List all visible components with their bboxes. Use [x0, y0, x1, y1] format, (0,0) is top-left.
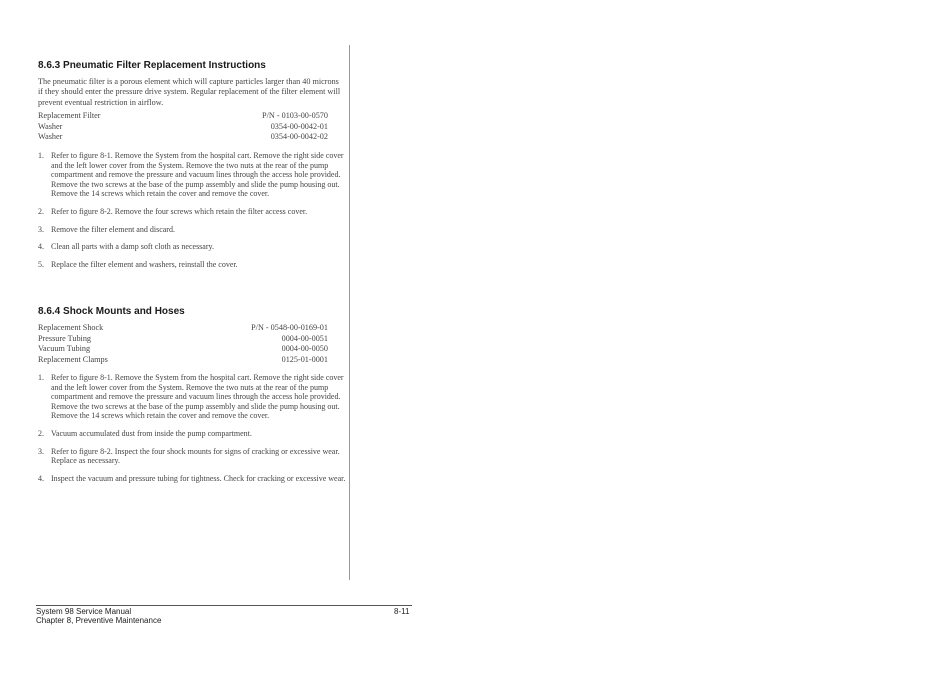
step-number: 1.: [38, 373, 44, 382]
part-row: [38, 122, 348, 133]
step-text: Clean all parts with a damp soft cloth as necessary.: [51, 242, 214, 252]
step-text: Replace the filter element and washers, reinstall the cover.: [51, 259, 238, 269]
part-name: Washer: [38, 121, 63, 131]
step-number: 4.: [38, 473, 44, 483]
step-number: 3.: [38, 446, 44, 456]
step-number: 2.: [38, 206, 44, 216]
part-name: Vacuum Tubing: [38, 344, 91, 354]
step-item: [38, 474, 350, 484]
step-item: [38, 225, 350, 235]
footer-manual-title: System 98 Service Manual: [36, 607, 132, 616]
step-item: [38, 151, 350, 199]
step-text: Refer to figure 8-1. Remove the System from the hospital cart. Remove the right side cover and the left lower cover from the System. Remove the two nuts at the rear of the pump compartment and remove the pressure and vacuum lines through the access hole provided. Remove the two screws at the base of the pump assembly and slide the pump housing out. Remove the 14 screws which retain the cover and remove the cover.: [51, 373, 344, 421]
column-divider: [349, 45, 350, 580]
part-row: [38, 334, 348, 345]
step-number: 1.: [38, 151, 44, 160]
section-heading-pneumatic-filter: 8.6.3 Pneumatic Filter Replacement Instructions: [38, 60, 266, 71]
step-text: Refer to figure 8-2. Remove the four screws which retain the filter access cover.: [51, 206, 308, 216]
step-text: Refer to figure 8-2. Inspect the four shock mounts for signs of cracking or excessive wear. Replace as necessary.: [51, 446, 340, 466]
step-item: [38, 373, 350, 421]
section-intro-pneumatic-filter: The pneumatic filter is a porous element which will capture particles larger than 40 microns if they should enter the pressure drive system. Regular replacement of the filter element will prevent eventual restriction in airflow.: [38, 77, 341, 107]
part-row: [38, 344, 348, 355]
step-number: 3.: [38, 224, 44, 234]
part-number: 0004-00-0051: [281, 333, 328, 343]
steps-list-pneumatic-filter: [38, 151, 350, 277]
step-item: [38, 429, 350, 439]
step-text: Remove the filter element and discard.: [51, 224, 175, 234]
step-number: 2.: [38, 428, 44, 438]
footer-page-number: 8-11: [394, 607, 410, 616]
part-number: P/N - 0103-00-0570: [262, 111, 328, 120]
step-item: [38, 260, 350, 270]
part-number: 0125-01-0001: [281, 354, 328, 364]
section-heading-shock-mounts: 8.6.4 Shock Mounts and Hoses: [38, 306, 185, 317]
part-name: Replacement Clamps: [38, 354, 108, 364]
part-row: [38, 323, 348, 334]
footer-chapter: Chapter 8, Preventive Maintenance: [36, 616, 162, 625]
parts-list-pneumatic-filter: [38, 111, 348, 143]
part-number: 0354-00-0042-02: [270, 132, 328, 142]
step-item: [38, 207, 350, 217]
step-item: [38, 242, 350, 252]
part-row: [38, 355, 348, 366]
part-number: P/N - 0548-00-0169-01: [251, 323, 328, 332]
step-text: Vacuum accumulated dust from inside the pump compartment.: [51, 428, 252, 438]
step-item: [38, 447, 350, 466]
part-row: [38, 111, 348, 122]
step-text: Inspect the vacuum and pressure tubing for tightness. Check for cracking or excessive wear.: [51, 473, 346, 483]
steps-list-shock-mounts: [38, 373, 350, 491]
part-name: Pressure Tubing: [38, 333, 92, 343]
part-row: [38, 132, 348, 143]
footer-divider: [36, 605, 412, 606]
part-number: 0354-00-0042-01: [270, 121, 328, 131]
step-number: 5.: [38, 259, 44, 269]
step-text: Refer to figure 8-1. Remove the System from the hospital cart. Remove the right side cover and the left lower cover from the System. Remove the two nuts at the rear of the pump compartment and remove the pressure and vacuum lines through the access hole provided. Remove the two screws at the base of the pump assembly and slide the pump housing out. Remove the 14 screws which retain the cover and remove the cover.: [51, 151, 344, 199]
parts-list-shock-mounts: [38, 323, 348, 365]
part-name: Washer: [38, 132, 63, 142]
part-name: Replacement Shock: [38, 323, 104, 332]
step-number: 4.: [38, 242, 44, 252]
part-number: 0004-00-0050: [281, 344, 328, 354]
part-name: Replacement Filter: [38, 111, 101, 120]
